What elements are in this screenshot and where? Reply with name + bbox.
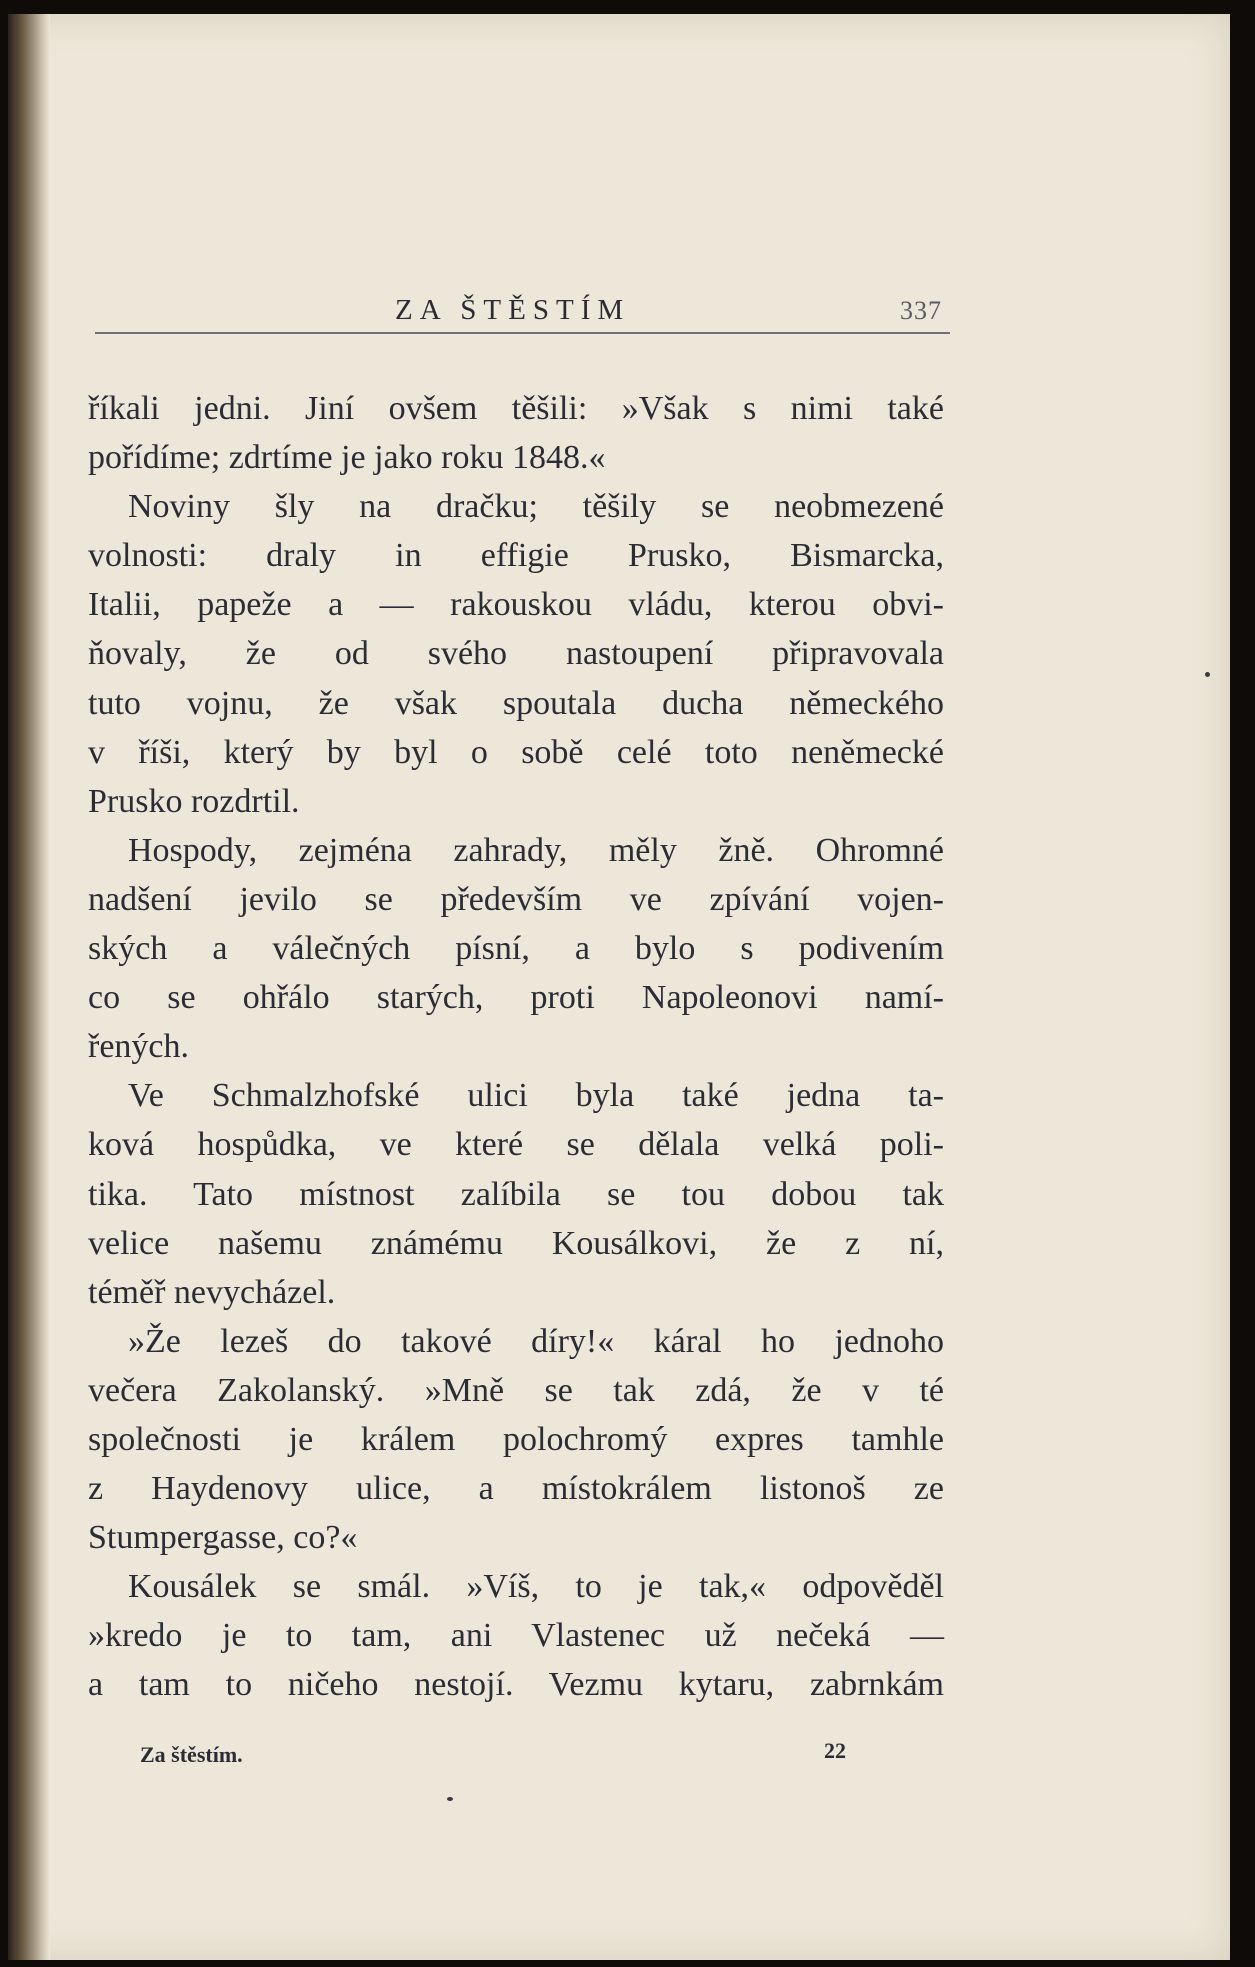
body-text [88, 384, 944, 1710]
text-line: ková hospůdka, ve které se dělala velká poli- [88, 1126, 944, 1164]
text-line: ňovaly, že od svého nastoupení připravovala [88, 635, 944, 673]
text-line: večera Zakolanský. »Mně se tak zdá, že v té [88, 1371, 944, 1409]
text-line: velice našemu známému Kousálkovi, že z ní, [88, 1224, 944, 1262]
text-line: Stumpergasse, co?« [88, 1519, 358, 1557]
text-line: říkali jedni. Jiní ovšem těšili: »Však s nimi také [88, 390, 944, 427]
text-line: v říši, který by byl o sobě celé toto neněmecké [88, 733, 944, 771]
text-line: pořídíme; zdrtíme je jako roku 1848.« [88, 439, 606, 477]
text-line: z Haydenovy ulice, a místokrálem listonoš ze [88, 1470, 944, 1508]
text-line: Noviny šly na dračku; těšily se neobmezené [128, 488, 944, 526]
text-line: Prusko rozdrtil. [88, 782, 300, 820]
text-line: nadšení jevilo se především ve zpívání vojen- [88, 880, 944, 918]
text-line: ských a válečných písní, a bylo s podivením [88, 930, 944, 968]
running-title: ZA ŠTĚSTÍM [395, 294, 631, 326]
text-line: řených. [88, 1028, 190, 1066]
text-line: Kousálek se smál. »Víš, to je tak,« odpověděl [128, 1568, 944, 1606]
header-rule [95, 332, 950, 334]
text-line: Ve Schmalzhofské ulici byla také jedna ta- [128, 1077, 944, 1115]
footer-signature: Za štěstím. [140, 1742, 243, 1767]
book-spine-shadow [8, 14, 50, 1960]
text-line: »kredo je to tam, ani Vlastenec už nečeká — [88, 1617, 944, 1655]
text-line: společnosti je králem polochromý expres tamhle [88, 1420, 944, 1458]
page-number: 337 [900, 296, 942, 325]
text-line: tika. Tato místnost zalíbila se tou dobou tak [88, 1175, 944, 1213]
paper-speck [447, 1797, 453, 1801]
text-line: a tam to ničeho nestojí. Vezmu kytaru, zabrnkám [88, 1666, 944, 1704]
text-line: volnosti: draly in effigie Prusko, Bismarcka, [88, 537, 944, 575]
text-line: tuto vojnu, že však spoutala ducha německého [88, 684, 944, 722]
page-header [95, 290, 950, 334]
text-line: co se ohřálo starých, proti Napoleonovi namí- [88, 979, 944, 1017]
text-line: Italii, papeže a — rakouskou vládu, kterou obvi- [88, 586, 944, 624]
text-line: téměř nevycházel. [88, 1273, 336, 1311]
text-line: Hospody, zejména zahrady, měly žně. Ohromné [128, 831, 944, 869]
text-line: »Že lezeš do takové díry!« káral ho jednoho [128, 1322, 944, 1360]
footer-sheet-number: 22 [824, 1738, 846, 1763]
paper-speck [1205, 672, 1210, 677]
